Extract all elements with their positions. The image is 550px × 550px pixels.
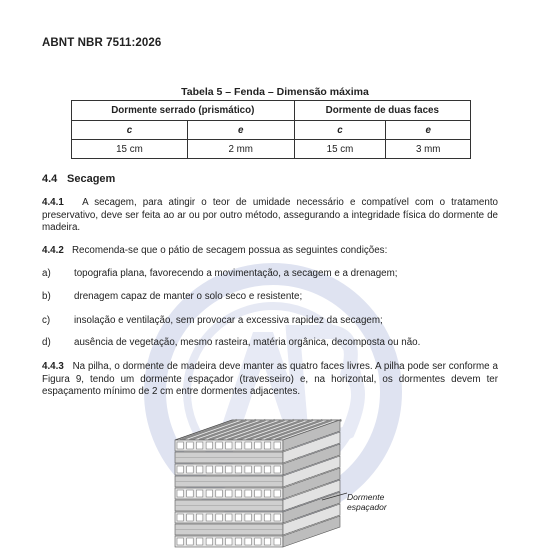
- list-text: topografia plana, favorecendo a movimentação, a secagem e a drenagem;: [74, 268, 398, 279]
- table-group-header: Dormente serrado (prismático): [72, 101, 295, 121]
- sleeper-end: [274, 442, 281, 449]
- sleeper-end: [264, 514, 271, 521]
- clause-text: Na pilha, o dormente de madeira deve manter as quatro faces livres. A pilha pode ser conforme a Figura 9, tendo um dormente espaçador (travesseiro) e, na horizontal, os dormentes devem ter espaçamento mínimo de 2 cm entre dormentes adjacentes.: [42, 361, 498, 397]
- sleeper-end: [177, 442, 184, 449]
- sleeper-end: [226, 538, 233, 545]
- sleeper-end: [216, 538, 223, 545]
- sleeper-end: [177, 490, 184, 497]
- list-text: ausência de vegetação, mesmo rasteira, matéria orgânica, decomposta ou não.: [74, 337, 421, 348]
- table-5: [71, 100, 471, 159]
- sleeper-end: [235, 538, 242, 545]
- sleeper-end: [245, 490, 252, 497]
- sleeper-end: [235, 466, 242, 473]
- table-cell: 2 mm: [187, 140, 294, 159]
- list-item: [42, 291, 302, 304]
- sleeper-end: [196, 538, 203, 545]
- annotation-line: espaçador: [347, 502, 387, 512]
- sleeper-end: [216, 514, 223, 521]
- table-caption: Tabela 5 – Fenda – Dimensão máxima: [181, 86, 369, 98]
- sleeper-end: [274, 490, 281, 497]
- list-item: [42, 337, 420, 350]
- section-number: 4.4: [42, 173, 58, 185]
- annotation-leader-line: [322, 490, 350, 502]
- sleeper-end: [264, 442, 271, 449]
- list-marker: c): [42, 315, 51, 326]
- sleeper-end: [177, 538, 184, 545]
- sleeper-end: [187, 538, 194, 545]
- table-cell: 15 cm: [294, 140, 386, 159]
- sleeper-stack-figure: [170, 412, 345, 550]
- clause-text: Recomenda-se que o pátio de secagem possua as seguintes condições:: [71, 245, 388, 256]
- table-group-header: Dormente de duas faces: [294, 101, 470, 121]
- table-column-header: c: [294, 121, 386, 140]
- table-cell: 15 cm: [72, 140, 188, 159]
- sleeper-end: [216, 442, 223, 449]
- paragraph-4-4-1: [42, 197, 498, 235]
- sleeper-end: [196, 490, 203, 497]
- clause-number: 4.4.3: [42, 361, 64, 372]
- sleeper-end: [177, 466, 184, 473]
- document-header: ABNT NBR 7511:2026: [42, 37, 162, 49]
- sleeper-end: [177, 514, 184, 521]
- paragraph-4-4-2: [42, 245, 498, 258]
- sleeper-end: [206, 514, 213, 521]
- sleeper-end: [206, 538, 213, 545]
- table-column-header: e: [187, 121, 294, 140]
- sleeper-end: [264, 538, 271, 545]
- sleeper-end: [226, 466, 233, 473]
- sleeper-end: [216, 466, 223, 473]
- sleeper-end: [255, 514, 262, 521]
- sleeper-end: [196, 514, 203, 521]
- sleeper-end: [187, 490, 194, 497]
- list-item: [42, 268, 398, 281]
- list-item: [42, 315, 383, 328]
- sleeper-end: [216, 490, 223, 497]
- sleeper-end: [235, 442, 242, 449]
- sleeper-end: [187, 514, 194, 521]
- sleeper-end: [255, 490, 262, 497]
- sleeper-end: [206, 466, 213, 473]
- sleeper-end: [196, 442, 203, 449]
- sleeper-end: [255, 466, 262, 473]
- clause-number: 4.4.2: [42, 245, 64, 256]
- sleeper-end: [235, 490, 242, 497]
- sleeper-end: [206, 490, 213, 497]
- sleeper-end: [274, 538, 281, 545]
- section-heading: [42, 173, 115, 185]
- clause-text: A secagem, para atingir o teor de umidade necessário e compatível com o tratamento preservativo, deve ser feita ao ar ou por outro método, assegurando a integridade física do dormente de madeira.: [42, 197, 498, 233]
- sleeper-end: [226, 442, 233, 449]
- sleeper-end: [264, 466, 271, 473]
- sleeper-end: [206, 442, 213, 449]
- sleeper-end: [274, 514, 281, 521]
- list-text: insolação e ventilação, sem provocar a excessiva rapidez da secagem;: [74, 315, 383, 326]
- sleeper-end: [245, 466, 252, 473]
- clause-number: 4.4.1: [42, 197, 64, 208]
- table-column-header: c: [72, 121, 188, 140]
- sleeper-end: [245, 442, 252, 449]
- sleeper-end: [274, 466, 281, 473]
- sleeper-end: [245, 538, 252, 545]
- list-text: drenagem capaz de manter o solo seco e resistente;: [74, 291, 303, 302]
- sleeper-end: [226, 514, 233, 521]
- list-marker: d): [42, 337, 51, 348]
- sleeper-end: [187, 442, 194, 449]
- annotation-line: Dormente: [347, 492, 385, 502]
- figure-annotation: [347, 492, 387, 512]
- sleeper-end: [235, 514, 242, 521]
- table-cell: 3 mm: [386, 140, 471, 159]
- sleeper-end: [255, 538, 262, 545]
- table-column-header: e: [386, 121, 471, 140]
- list-marker: a): [42, 268, 51, 279]
- sleeper-end: [255, 442, 262, 449]
- paragraph-4-4-3: [42, 361, 498, 399]
- sleeper-end: [196, 466, 203, 473]
- sleeper-end: [264, 490, 271, 497]
- sleeper-end: [187, 466, 194, 473]
- sleeper-end: [226, 490, 233, 497]
- sleeper-end: [245, 514, 252, 521]
- list-marker: b): [42, 291, 51, 302]
- section-title: Secagem: [67, 173, 116, 185]
